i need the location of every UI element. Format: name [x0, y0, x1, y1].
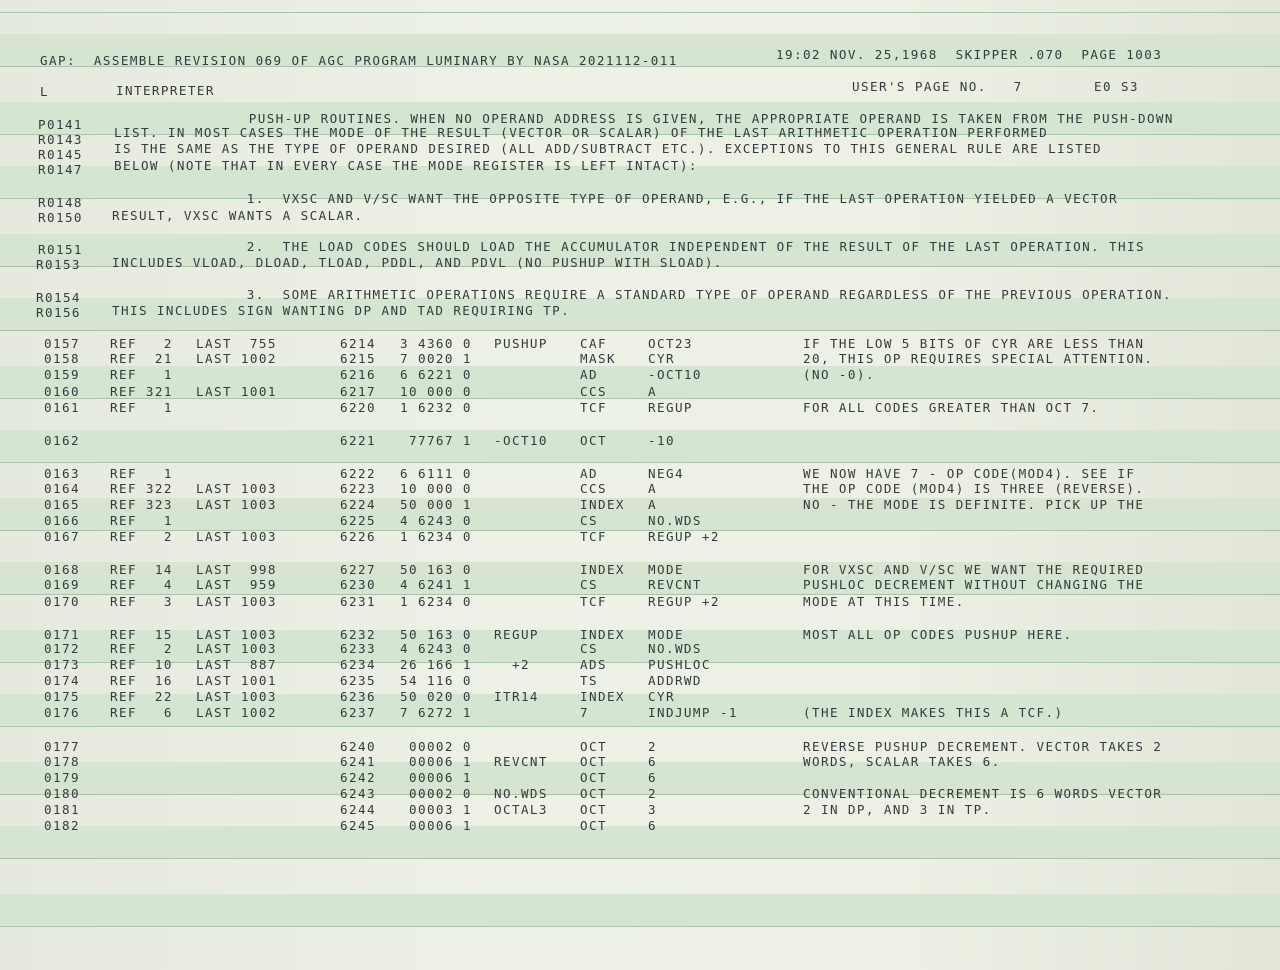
- octal-word: 1 6232 0: [400, 400, 472, 415]
- opcode: TCF: [580, 594, 607, 609]
- remark-id: R0151: [38, 242, 83, 257]
- last-ref: LAST 1002: [196, 705, 277, 720]
- address: 6216: [340, 367, 376, 382]
- operand: 6: [648, 818, 657, 833]
- code-row: [0, 337, 1280, 351]
- code-row: [0, 628, 1280, 642]
- remark-id: R0147: [38, 162, 83, 177]
- line-number: 0158: [44, 351, 80, 366]
- line-number: 0177: [44, 739, 80, 754]
- line-number: 0170: [44, 594, 80, 609]
- opcode: AD: [580, 367, 598, 382]
- line-number: 0179: [44, 770, 80, 785]
- operand: PUSHLOC: [648, 657, 711, 672]
- line-number: 0182: [44, 818, 80, 833]
- remark-id: R0148: [38, 195, 83, 210]
- ref-count: REF 321: [110, 384, 173, 399]
- comment: WE NOW HAVE 7 - OP CODE(MOD4). SEE IF: [803, 466, 1136, 481]
- remark-id: P0141: [38, 117, 83, 132]
- opcode: TS: [580, 673, 598, 688]
- last-ref: LAST 1001: [196, 673, 277, 688]
- last-ref: LAST 1001: [196, 384, 277, 399]
- opcode: INDEX: [580, 497, 625, 512]
- operand: MODE: [648, 627, 684, 642]
- comment: WORDS, SCALAR TAKES 6.: [803, 754, 1001, 769]
- operand: NO.WDS: [648, 641, 702, 656]
- paper-rule: [0, 462, 1280, 463]
- symbol-label: -OCT10: [494, 433, 548, 448]
- octal-word: 77767 1: [400, 433, 472, 448]
- code-row: [0, 578, 1280, 592]
- line-number: 0160: [44, 384, 80, 399]
- code-row: [0, 530, 1280, 544]
- code-row: [0, 803, 1280, 817]
- code-row: [0, 434, 1280, 448]
- remark-text: IS THE SAME AS THE TYPE OF OPERAND DESIRED (ALL ADD/SUBTRACT ETC.). EXCEPTIONS TO THIS GENERAL RULE ARE LISTED: [114, 141, 1103, 156]
- address: 6224: [340, 497, 376, 512]
- code-row: [0, 368, 1280, 382]
- address: 6231: [340, 594, 376, 609]
- header-title: GAP: ASSEMBLE REVISION 069 OF AGC PROGRAM LUMINARY BY NASA 2021112-011: [40, 53, 678, 68]
- ref-count: REF 21: [110, 351, 173, 366]
- address: 6220: [340, 400, 376, 415]
- operand: 2: [648, 739, 657, 754]
- header-user-page: USER'S PAGE NO. 7: [852, 79, 1023, 94]
- operand: MODE: [648, 562, 684, 577]
- address: 6236: [340, 689, 376, 704]
- octal-word: 4 6241 1: [400, 577, 472, 592]
- opcode: OCT: [580, 754, 607, 769]
- symbol-label: PUSHUP: [494, 336, 548, 351]
- remark-id: R0156: [36, 305, 81, 320]
- remark-id: R0143: [38, 132, 83, 147]
- code-row: [0, 658, 1280, 672]
- operand: ADDRWD: [648, 673, 702, 688]
- address: 6232: [340, 627, 376, 642]
- line-number: 0165: [44, 497, 80, 512]
- remark-text: RESULT, VXSC WANTS A SCALAR.: [112, 208, 364, 223]
- code-row: [0, 787, 1280, 801]
- octal-word: 4 6243 0: [400, 513, 472, 528]
- code-row: [0, 690, 1280, 704]
- comment: (NO -0).: [803, 367, 875, 382]
- address: 6214: [340, 336, 376, 351]
- operand: NO.WDS: [648, 513, 702, 528]
- ref-count: REF 2: [110, 641, 173, 656]
- operand: REGUP +2: [648, 594, 720, 609]
- last-ref: LAST 998: [196, 562, 277, 577]
- code-row: [0, 514, 1280, 528]
- last-ref: LAST 755: [196, 336, 277, 351]
- address: 6244: [340, 802, 376, 817]
- line-number: 0163: [44, 466, 80, 481]
- remark-id: R0153: [36, 257, 81, 272]
- opcode: OCT: [580, 739, 607, 754]
- comment: IF THE LOW 5 BITS OF CYR ARE LESS THAN: [803, 336, 1145, 351]
- opcode: OCT: [580, 433, 607, 448]
- address: 6243: [340, 786, 376, 801]
- comment: (THE INDEX MAKES THIS A TCF.): [803, 705, 1064, 720]
- operand: A: [648, 384, 657, 399]
- operand: CYR: [648, 689, 675, 704]
- comment: CONVENTIONAL DECREMENT IS 6 WORDS VECTOR: [803, 786, 1163, 801]
- last-ref: LAST 1003: [196, 481, 277, 496]
- octal-word: 6 6221 0: [400, 367, 472, 382]
- octal-word: 1 6234 0: [400, 594, 472, 609]
- line-number: 0169: [44, 577, 80, 592]
- address: 6221: [340, 433, 376, 448]
- octal-word: 00006 1: [400, 770, 472, 785]
- code-row: [0, 819, 1280, 833]
- address: 6241: [340, 754, 376, 769]
- address: 6233: [340, 641, 376, 656]
- address: 6227: [340, 562, 376, 577]
- remark-text: PUSH-UP ROUTINES. WHEN NO OPERAND ADDRESS IS GIVEN, THE APPROPRIATE OPERAND IS TAKEN FROM THE PUSH-DOWN: [114, 111, 1174, 126]
- paper-rule: [0, 726, 1280, 727]
- operand: NEG4: [648, 466, 684, 481]
- opcode: CCS: [580, 481, 607, 496]
- address: 6215: [340, 351, 376, 366]
- ref-count: REF 22: [110, 689, 173, 704]
- last-ref: LAST 1003: [196, 529, 277, 544]
- remark-text: LIST. IN MOST CASES THE MODE OF THE RESULT (VECTOR OR SCALAR) OF THE LAST ARITHMETIC OPERATION PERFORMED: [114, 125, 1049, 140]
- last-ref: LAST 1003: [196, 627, 277, 642]
- code-row: [0, 674, 1280, 688]
- operand: 6: [648, 770, 657, 785]
- octal-word: 50 163 0: [400, 562, 472, 577]
- address: 6223: [340, 481, 376, 496]
- greenbar-band: [0, 894, 1280, 926]
- remark-id: R0145: [38, 147, 83, 162]
- ref-count: REF 14: [110, 562, 173, 577]
- symbol-label: ITR14: [494, 689, 539, 704]
- header-date-page: 19:02 NOV. 25,1968 SKIPPER .070 PAGE 1003: [776, 47, 1163, 62]
- line-number: 0172: [44, 641, 80, 656]
- opcode: OCT: [580, 770, 607, 785]
- ref-count: REF 1: [110, 513, 173, 528]
- remark-text: 1. VXSC AND V/SC WANT THE OPPOSITE TYPE OF OPERAND, E.G., IF THE LAST OPERATION YIELDED A VECTOR: [112, 191, 1118, 206]
- last-ref: LAST 1003: [196, 689, 277, 704]
- ref-count: REF 10: [110, 657, 173, 672]
- opcode: INDEX: [580, 562, 625, 577]
- line-number: 0157: [44, 336, 80, 351]
- ref-count: REF 1: [110, 367, 173, 382]
- line-number: 0161: [44, 400, 80, 415]
- operand: 2: [648, 786, 657, 801]
- octal-word: 7 6272 1: [400, 705, 472, 720]
- line-number: 0181: [44, 802, 80, 817]
- address: 6240: [340, 739, 376, 754]
- remark-text: 3. SOME ARITHMETIC OPERATIONS REQUIRE A STANDARD TYPE OF OPERAND REGARDLESS OF THE PREVIOUS OPERATION.: [112, 287, 1172, 302]
- operand: CYR: [648, 351, 675, 366]
- code-row: [0, 352, 1280, 366]
- symbol-label: +2: [494, 657, 530, 672]
- remark-text: BELOW (NOTE THAT IN EVERY CASE THE MODE REGISTER IS LEFT INTACT):: [114, 158, 698, 173]
- line-number: 0167: [44, 529, 80, 544]
- code-row: [0, 482, 1280, 496]
- opcode: CCS: [580, 384, 607, 399]
- opcode: INDEX: [580, 689, 625, 704]
- octal-word: 10 000 0: [400, 481, 472, 496]
- opcode: CS: [580, 641, 598, 656]
- address: 6242: [340, 770, 376, 785]
- remark-text: THIS INCLUDES SIGN WANTING DP AND TAD REQUIRING TP.: [112, 303, 571, 318]
- line-number: 0176: [44, 705, 80, 720]
- header-eo: E0 S3: [1094, 79, 1139, 94]
- octal-word: 00006 1: [400, 818, 472, 833]
- octal-word: 50 000 1: [400, 497, 472, 512]
- octal-word: 54 116 0: [400, 673, 472, 688]
- code-row: [0, 563, 1280, 577]
- comment: MODE AT THIS TIME.: [803, 594, 965, 609]
- operand: REGUP: [648, 400, 693, 415]
- octal-word: 1 6234 0: [400, 529, 472, 544]
- code-row: [0, 595, 1280, 609]
- ref-count: REF 323: [110, 497, 173, 512]
- paper-rule: [0, 858, 1280, 859]
- address: 6230: [340, 577, 376, 592]
- operand: A: [648, 481, 657, 496]
- ref-count: REF 16: [110, 673, 173, 688]
- ref-count: REF 15: [110, 627, 173, 642]
- octal-word: 6 6111 0: [400, 466, 472, 481]
- opcode: CS: [580, 577, 598, 592]
- line-number: 0159: [44, 367, 80, 382]
- remark-id: R0150: [38, 210, 83, 225]
- code-row: [0, 740, 1280, 754]
- address: 6237: [340, 705, 376, 720]
- opcode: ADS: [580, 657, 607, 672]
- operand: OCT23: [648, 336, 693, 351]
- code-row: [0, 498, 1280, 512]
- code-row: [0, 385, 1280, 399]
- code-row: [0, 771, 1280, 785]
- header-l: L: [40, 84, 49, 99]
- opcode: MASK: [580, 351, 616, 366]
- comment: FOR VXSC AND V/SC WE WANT THE REQUIRED: [803, 562, 1145, 577]
- line-number: 0173: [44, 657, 80, 672]
- operand: INDJUMP -1: [648, 705, 738, 720]
- last-ref: LAST 1003: [196, 497, 277, 512]
- octal-word: 00003 1: [400, 802, 472, 817]
- ref-count: REF 2: [110, 336, 173, 351]
- opcode: CAF: [580, 336, 607, 351]
- opcode: 7: [580, 705, 589, 720]
- address: 6234: [340, 657, 376, 672]
- address: 6225: [340, 513, 376, 528]
- opcode: AD: [580, 466, 598, 481]
- code-row: [0, 401, 1280, 415]
- last-ref: LAST 1003: [196, 594, 277, 609]
- octal-word: 00002 0: [400, 786, 472, 801]
- paper-rule: [0, 330, 1280, 331]
- line-number: 0180: [44, 786, 80, 801]
- header-section: INTERPRETER: [116, 83, 215, 98]
- opcode: CS: [580, 513, 598, 528]
- line-number: 0166: [44, 513, 80, 528]
- comment: PUSHLOC DECREMENT WITHOUT CHANGING THE: [803, 577, 1145, 592]
- ref-count: REF 1: [110, 400, 173, 415]
- opcode: OCT: [580, 802, 607, 817]
- address: 6235: [340, 673, 376, 688]
- address: 6226: [340, 529, 376, 544]
- line-number: 0168: [44, 562, 80, 577]
- code-row: [0, 642, 1280, 656]
- ref-count: REF 2: [110, 529, 173, 544]
- octal-word: 00002 0: [400, 739, 472, 754]
- ref-count: REF 1: [110, 466, 173, 481]
- comment: NO - THE MODE IS DEFINITE. PICK UP THE: [803, 497, 1145, 512]
- operand: -OCT10: [648, 367, 702, 382]
- octal-word: 4 6243 0: [400, 641, 472, 656]
- octal-word: 3 4360 0: [400, 336, 472, 351]
- comment: 20, THIS OP REQUIRES SPECIAL ATTENTION.: [803, 351, 1154, 366]
- comment: MOST ALL OP CODES PUSHUP HERE.: [803, 627, 1073, 642]
- operand: 3: [648, 802, 657, 817]
- octal-word: 7 0020 1: [400, 351, 472, 366]
- line-number: 0162: [44, 433, 80, 448]
- symbol-label: NO.WDS: [494, 786, 548, 801]
- opcode: TCF: [580, 529, 607, 544]
- symbol-label: OCTAL3: [494, 802, 548, 817]
- comment: REVERSE PUSHUP DECREMENT. VECTOR TAKES 2: [803, 739, 1163, 754]
- ref-count: REF 6: [110, 705, 173, 720]
- octal-word: 50 020 0: [400, 689, 472, 704]
- last-ref: LAST 887: [196, 657, 277, 672]
- code-row: [0, 467, 1280, 481]
- code-row: [0, 706, 1280, 720]
- octal-word: 50 163 0: [400, 627, 472, 642]
- line-number: 0171: [44, 627, 80, 642]
- line-number: 0164: [44, 481, 80, 496]
- operand: 6: [648, 754, 657, 769]
- remark-text: INCLUDES VLOAD, DLOAD, TLOAD, PDDL, AND PDVL (NO PUSHUP WITH SLOAD).: [112, 255, 723, 270]
- opcode: TCF: [580, 400, 607, 415]
- remark-text: 2. THE LOAD CODES SHOULD LOAD THE ACCUMULATOR INDEPENDENT OF THE RESULT OF THE LAST OPERATION. THIS: [112, 239, 1145, 254]
- octal-word: 00006 1: [400, 754, 472, 769]
- line-number: 0178: [44, 754, 80, 769]
- comment: THE OP CODE (MOD4) IS THREE (REVERSE).: [803, 481, 1145, 496]
- operand: -10: [648, 433, 675, 448]
- ref-count: REF 4: [110, 577, 173, 592]
- opcode: INDEX: [580, 627, 625, 642]
- comment: 2 IN DP, AND 3 IN TP.: [803, 802, 992, 817]
- comment: FOR ALL CODES GREATER THAN OCT 7.: [803, 400, 1100, 415]
- symbol-label: REGUP: [494, 627, 539, 642]
- octal-word: 10 000 0: [400, 384, 472, 399]
- ref-count: REF 322: [110, 481, 173, 496]
- address: 6217: [340, 384, 376, 399]
- remark-id: R0154: [36, 290, 81, 305]
- line-number: 0174: [44, 673, 80, 688]
- paper-rule: [0, 12, 1280, 13]
- operand: A: [648, 497, 657, 512]
- last-ref: LAST 959: [196, 577, 277, 592]
- code-row: [0, 755, 1280, 769]
- operand: REVCNT: [648, 577, 702, 592]
- last-ref: LAST 1003: [196, 641, 277, 656]
- address: 6245: [340, 818, 376, 833]
- opcode: OCT: [580, 818, 607, 833]
- ref-count: REF 3: [110, 594, 173, 609]
- opcode: OCT: [580, 786, 607, 801]
- line-number: 0175: [44, 689, 80, 704]
- octal-word: 26 166 1: [400, 657, 472, 672]
- operand: REGUP +2: [648, 529, 720, 544]
- paper-rule: [0, 926, 1280, 927]
- symbol-label: REVCNT: [494, 754, 548, 769]
- address: 6222: [340, 466, 376, 481]
- last-ref: LAST 1002: [196, 351, 277, 366]
